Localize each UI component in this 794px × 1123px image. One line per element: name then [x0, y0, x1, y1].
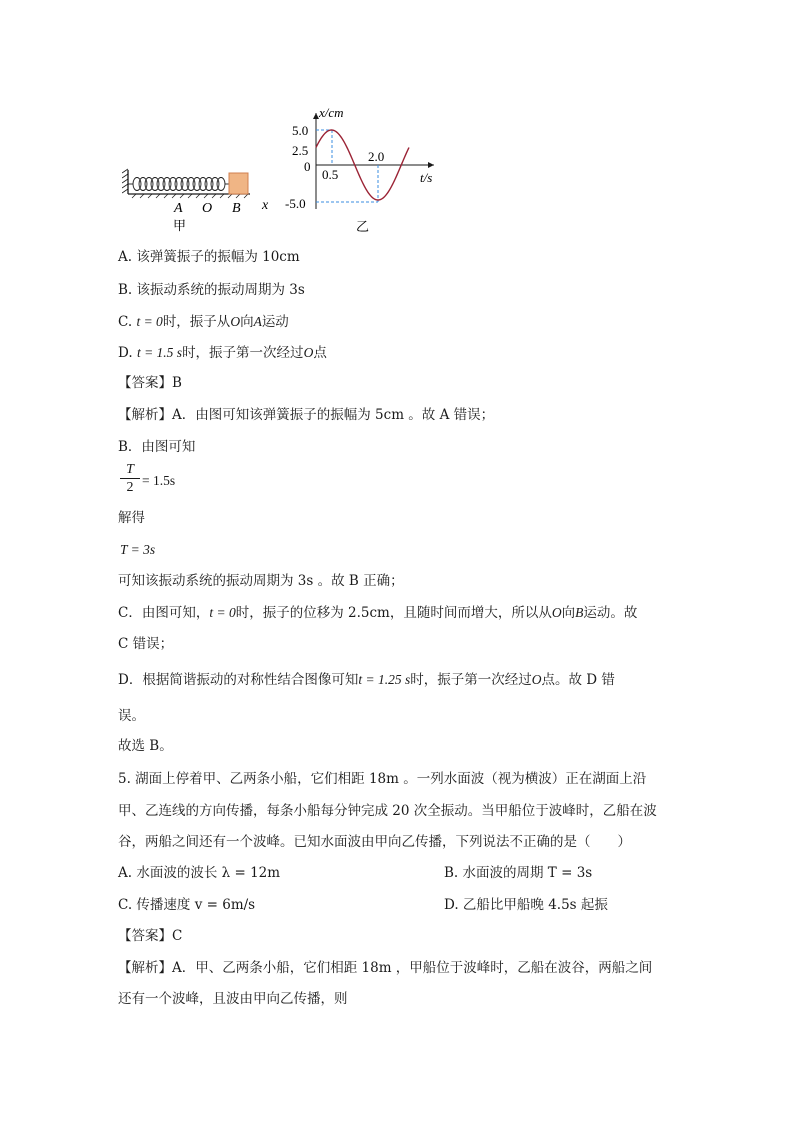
q4-option-a: A. 该弹簧振子的振幅为 10cm	[118, 249, 300, 265]
q4-option-d-prefix: D.	[118, 345, 137, 361]
q4-analysis-c-B: B	[575, 605, 584, 620]
q4-option-c-text1: 时，振子从	[162, 314, 231, 330]
q5-answer: 【答案】C	[118, 928, 183, 944]
q5-option-a: A. 水面波的波长 λ = 12m	[118, 865, 281, 881]
q4-analysis-d-end: 点。故 D 错	[541, 672, 615, 688]
right-caption: 乙	[356, 220, 370, 235]
t-axis-label: t/s	[420, 170, 433, 185]
tick-t-half: 0.5	[322, 167, 339, 182]
tick-y-bottom: -5.0	[285, 196, 306, 211]
q4-option-d	[118, 344, 327, 362]
fraction-denominator: 2	[126, 480, 134, 495]
floor	[128, 194, 250, 198]
q4-analysis-c-line1	[118, 604, 637, 622]
q4-option-d-math: t = 1.5 s	[136, 345, 183, 360]
spring-oscillator-figure	[122, 168, 282, 236]
q4-analysis-d-O: O	[531, 672, 542, 687]
displacement-time-graph	[285, 105, 455, 238]
q4-analysis-a: 【解析】A．由图可知该弹簧振子的振幅为 5cm 。故 A 错误；	[118, 407, 495, 423]
label-B: B	[232, 201, 241, 216]
q5-analysis-line2: 还有一个波峰，且波由甲向乙传播，则	[118, 991, 348, 1007]
tick-y-top: 5.0	[292, 123, 309, 138]
q4-option-c-text3: 运动	[261, 314, 289, 330]
q5-stem-line3: 谷，两船之间还有一个波峰。已知水面波由甲向乙传播，下列说法不正确的是（ ）	[118, 834, 631, 850]
q4-analysis-c-line2: C 错误；	[118, 636, 174, 652]
q5-stem-line1: 5. 湖面上停着甲、乙两条小船，它们相距 18m 。一列水面波（视为横波）正在湖面上沿	[118, 771, 647, 787]
q4-analysis-c-to: 向	[561, 605, 576, 621]
q5-option-d: D. 乙船比甲船晚 4.5s 起振	[444, 897, 608, 913]
label-O: O	[202, 201, 213, 216]
label-x: x	[262, 198, 269, 213]
q4-analysis-b-end: 可知该振动系统的振动周期为 3s 。故 B 正确；	[118, 573, 404, 589]
q4-analysis-c-end: 运动。故	[583, 605, 638, 621]
q4-option-c-A: A	[253, 314, 262, 329]
tick-y-mid: 2.5	[292, 143, 309, 158]
fraction-rhs: = 1.5s	[142, 473, 176, 488]
q4-option-d-text1: 时，振子第一次经过	[182, 345, 304, 361]
wall	[122, 169, 128, 194]
block	[229, 173, 248, 194]
tick-t-two: 2.0	[368, 149, 385, 164]
q4-analysis-d-line1	[118, 671, 615, 689]
q4-analysis-d-prefix: D．根据简谐振动的对称性结合图像可知	[118, 672, 359, 688]
fraction-T-over-2	[120, 462, 140, 495]
q4-analysis-c-prefix: C．由图可知，	[118, 605, 210, 621]
tick-origin: 0	[304, 159, 311, 174]
q5-option-b: B. 水面波的周期 T = 3s	[444, 865, 593, 881]
q5-option-c: C. 传播速度 v = 6m/s	[118, 897, 256, 913]
q4-option-c-prefix: C.	[118, 314, 137, 330]
y-axis-label: x/cm	[319, 105, 344, 120]
q4-option-c	[118, 313, 289, 331]
q4-analysis-c-O: O	[551, 605, 562, 620]
q4-period-equation: T = 3s	[120, 542, 156, 557]
q4-option-c-text2: 向	[240, 314, 254, 330]
q5-analysis-line1: 【解析】A．甲、乙两条小船，它们相距 18m ，甲船位于波峰时，乙船在波谷，两船之间	[118, 960, 653, 976]
q4-option-c-math: t = 0	[136, 314, 163, 329]
q4-option-d-text2: 点	[313, 345, 327, 361]
spring	[128, 178, 229, 191]
q4-conclusion: 故选 B。	[118, 738, 173, 754]
q4-option-d-O: O	[303, 345, 314, 360]
q4-analysis-c-mid: 时，振子的位移为 2.5cm，且随时间而增大，所以从	[235, 605, 552, 621]
q4-analysis-b-intro: B．由图可知	[118, 439, 196, 455]
q4-analysis-d-math: t = 1.25 s	[358, 672, 411, 687]
left-caption: 甲	[173, 219, 187, 234]
label-A: A	[174, 201, 183, 216]
q4-answer: 【答案】B	[118, 375, 182, 391]
q4-analysis-d-mid: 时，振子第一次经过	[410, 672, 532, 688]
q4-solve: 解得	[118, 510, 145, 526]
fraction-numerator: T	[126, 462, 134, 477]
q4-option-c-O: O	[230, 314, 241, 329]
q4-analysis-d-line2: 误。	[118, 708, 145, 724]
q5-stem-line2: 甲、乙连线的方向传播，每条小船每分钟完成 20 次全振动。当甲船位于波峰时，乙船在波	[118, 803, 657, 819]
q4-analysis-c-math: t = 0	[209, 605, 236, 620]
q4-option-b: B. 该振动系统的振动周期为 3s	[118, 282, 305, 298]
